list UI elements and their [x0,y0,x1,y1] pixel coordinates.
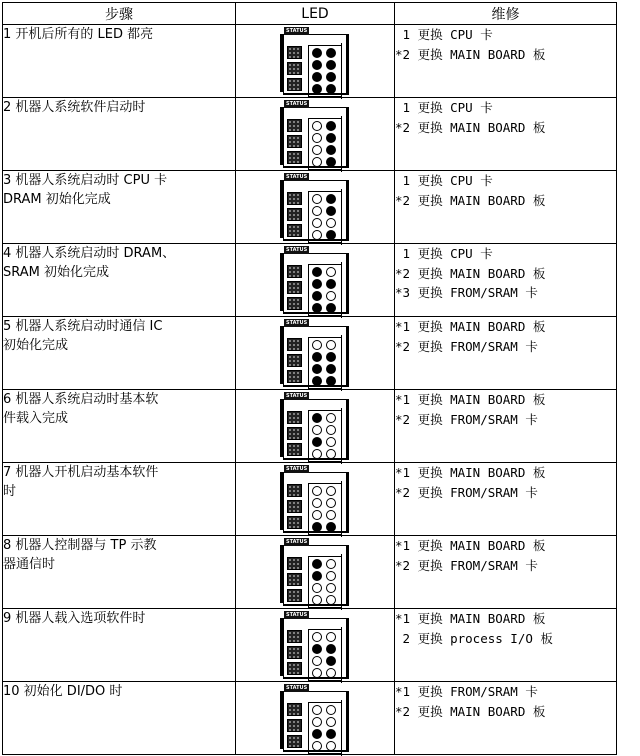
table-row [3,98,617,171]
panel-frame [283,618,349,679]
table-row [3,317,617,390]
led-on-icon [312,559,322,569]
step-cell [3,463,236,536]
seven-seg-blocks [287,630,303,678]
step-text: 8 机器人控制器与 TP 示教 器通信时 [3,538,157,572]
header-led: LED [236,3,395,25]
display-block [287,516,302,529]
led-off-icon [326,559,336,569]
status-label: STATUS [286,393,308,399]
led-off-icon [312,206,322,216]
status-label: STATUS [286,612,308,618]
display-block [287,557,302,570]
repair-action: *1 更换 MAIN BOARD 板 [395,319,546,334]
table-row [3,390,617,463]
status-label: STATUS [286,247,308,253]
status-label: STATUS [286,101,308,107]
panel-frame [283,253,349,314]
led-off-icon [326,595,336,605]
led-on-icon [326,60,336,70]
repair-action: *2 更换 MAIN BOARD 板 [395,265,546,281]
repair-cell [395,244,617,317]
panel-frame [283,472,349,533]
repair-action: *2 更换 FROM/SRAM 卡 [395,557,538,573]
repair-action: *2 更换 FROM/SRAM 卡 [395,338,538,354]
led-off-icon [312,449,322,459]
led-off-icon [312,656,322,666]
seven-seg-blocks [287,338,303,386]
panel-frame [283,180,349,241]
repair-action: *2 更换 MAIN BOARD 板 [395,119,546,135]
display-block [287,208,302,221]
led-on-icon [312,279,322,289]
table-row [3,463,617,536]
led-on-icon [326,279,336,289]
led-cell [236,609,395,682]
led-off-icon [326,583,336,593]
led-off-icon [326,291,336,301]
led-off-icon [312,340,322,350]
display-block [287,719,302,732]
display-block [287,630,302,643]
led-grid [308,556,342,608]
step-cell [3,682,236,755]
panel-frame [283,399,349,460]
display-block [287,500,302,513]
led-status-panel [280,246,350,312]
led-status-panel [280,319,350,385]
led-off-icon [326,668,336,678]
status-label: STATUS [286,466,308,472]
led-on-icon [326,364,336,374]
led-on-icon [326,656,336,666]
led-status-panel [280,392,350,458]
display-block [287,338,302,351]
repair-cell [395,536,617,609]
led-on-icon [312,84,322,94]
display-block [287,370,302,383]
display-block [287,46,302,59]
led-off-icon [312,218,322,228]
display-block [287,484,302,497]
display-block [287,281,302,294]
led-on-icon [312,352,322,362]
led-cell [236,244,395,317]
led-off-icon [326,413,336,423]
led-off-icon [326,705,336,715]
led-off-icon [326,449,336,459]
status-label: STATUS [286,320,308,326]
led-off-icon [326,267,336,277]
panel-frame [283,107,349,168]
led-cell [236,317,395,390]
step-text: 7 机器人开机启动基本软件 时 [3,465,159,499]
led-on-icon [312,291,322,301]
table-row [3,609,617,682]
status-label: STATUS [286,685,308,691]
led-on-icon [326,230,336,240]
panel-edge [341,43,346,99]
led-cell [236,463,395,536]
led-off-icon [312,595,322,605]
repair-action: *1 更换 MAIN BOARD 板 [395,465,546,480]
table-row [3,536,617,609]
header-step: 步骤 [3,3,236,25]
seven-seg-blocks [287,703,303,751]
led-on-icon [312,267,322,277]
led-off-icon [312,157,322,167]
led-cell [236,390,395,463]
led-cell [236,25,395,98]
led-on-icon [312,72,322,82]
status-label: STATUS [286,539,308,545]
repair-cell [395,463,617,536]
status-label: STATUS [286,28,308,34]
led-on-icon [312,571,322,581]
display-block [287,224,302,237]
led-on-icon [312,437,322,447]
display-block [287,427,302,440]
display-block [287,354,302,367]
led-off-icon [312,741,322,751]
step-text: 6 机器人系统启动时基本软 件载入完成 [3,392,159,426]
step-text: 9 机器人载入选项软件时 [3,611,146,626]
panel-frame [283,326,349,387]
led-grid [308,118,342,170]
led-on-icon [326,522,336,532]
led-on-icon [326,157,336,167]
led-off-icon [326,741,336,751]
repair-action: *2 更换 MAIN BOARD 板 [395,46,546,62]
led-off-icon [312,194,322,204]
led-status-panel [280,538,350,604]
step-text: 10 初始化 DI/DO 时 [3,684,123,699]
table-row [3,244,617,317]
led-cell [236,536,395,609]
led-on-icon [326,72,336,82]
led-on-icon [312,729,322,739]
header-repair: 维修 [395,3,617,25]
display-block [287,573,302,586]
step-text: 5 机器人系统启动时通信 IC 初始化完成 [3,319,163,353]
led-on-icon [312,376,322,386]
seven-seg-blocks [287,192,303,240]
led-off-icon [326,340,336,350]
led-grid [308,191,342,243]
display-block [287,62,302,75]
display-block [287,78,302,91]
step-cell [3,609,236,682]
led-on-icon [326,352,336,362]
step-text: 2 机器人系统软件启动时 [3,100,146,115]
table-row [3,25,617,98]
led-off-icon [312,668,322,678]
step-text: 3 机器人系统启动时 CPU 卡 DRAM 初始化完成 [3,173,168,207]
repair-action: *1 更换 MAIN BOARD 板 [395,392,546,407]
repair-cell [395,390,617,463]
display-block [287,735,302,748]
led-off-icon [326,218,336,228]
repair-cell [395,682,617,755]
status-label: STATUS [286,174,308,180]
panel-edge [341,554,346,610]
header-row [3,3,617,25]
display-block [287,443,302,456]
seven-seg-blocks [287,46,303,94]
led-off-icon [312,425,322,435]
display-block [287,662,302,675]
led-on-icon [326,121,336,131]
display-block [287,192,302,205]
repair-action: *2 更换 FROM/SRAM 卡 [395,411,538,427]
display-block [287,411,302,424]
display-block [287,589,302,602]
led-on-icon [326,48,336,58]
led-grid [308,45,342,97]
step-cell [3,98,236,171]
panel-edge [341,627,346,683]
table-row [3,682,617,755]
led-off-icon [312,230,322,240]
led-off-icon [326,498,336,508]
repair-action: *1 更换 MAIN BOARD 板 [395,538,546,553]
step-cell [3,244,236,317]
led-on-icon [326,194,336,204]
led-status-panel [280,465,350,531]
led-on-icon [312,60,322,70]
led-on-icon [326,206,336,216]
step-cell [3,171,236,244]
display-block [287,703,302,716]
panel-frame [283,545,349,606]
repair-cell [395,317,617,390]
led-cell [236,171,395,244]
repair-action: *2 更换 FROM/SRAM 卡 [395,484,538,500]
led-off-icon [312,121,322,131]
step-text: 4 机器人系统启动时 DRAM、 SRAM 初始化完成 [3,246,176,280]
led-off-icon [312,133,322,143]
led-cell [236,682,395,755]
seven-seg-blocks [287,557,303,605]
repair-action: *1 更换 FROM/SRAM 卡 [395,684,538,699]
led-off-icon [312,717,322,727]
panel-edge [341,700,346,756]
led-on-icon [326,133,336,143]
led-status-panel [280,100,350,166]
display-block [287,119,302,132]
panel-edge [341,335,346,391]
repair-action: 1 更换 CPU 卡 [395,246,493,261]
led-on-icon [326,84,336,94]
panel-frame [283,34,349,95]
seven-seg-blocks [287,411,303,459]
step-cell [3,25,236,98]
repair-action: *2 更换 MAIN BOARD 板 [395,192,546,208]
led-grid [308,702,342,754]
repair-action: *2 更换 MAIN BOARD 板 [395,703,546,719]
step-cell [3,390,236,463]
led-on-icon [326,644,336,654]
repair-action: 1 更换 CPU 卡 [395,100,493,115]
repair-cell [395,25,617,98]
led-on-icon [326,376,336,386]
led-on-icon [326,729,336,739]
led-off-icon [326,425,336,435]
led-off-icon [326,510,336,520]
led-status-panel [280,27,350,93]
table-row [3,171,617,244]
led-off-icon [312,705,322,715]
step-text: 1 开机后所有的 LED 都亮 [3,27,154,42]
led-grid [308,264,342,316]
led-on-icon [312,303,322,313]
led-cell [236,98,395,171]
led-grid [308,337,342,389]
display-block [287,265,302,278]
panel-edge [341,262,346,318]
led-off-icon [326,717,336,727]
led-grid [308,410,342,462]
seven-seg-blocks [287,119,303,167]
repair-action: 1 更换 CPU 卡 [395,173,493,188]
repair-cell [395,609,617,682]
repair-action: *1 更换 MAIN BOARD 板 [395,611,546,626]
step-cell [3,536,236,609]
led-grid [308,629,342,681]
led-off-icon [312,498,322,508]
led-off-icon [326,632,336,642]
led-on-icon [326,145,336,155]
led-off-icon [312,486,322,496]
led-status-panel [280,611,350,677]
step-cell [3,317,236,390]
led-off-icon [326,486,336,496]
repair-cell [395,98,617,171]
repair-action: 2 更换 process I/O 板 [395,630,553,646]
led-on-icon [326,303,336,313]
led-status-panel [280,684,350,750]
led-on-icon [312,364,322,374]
panel-frame [283,691,349,752]
panel-edge [341,408,346,464]
led-off-icon [312,510,322,520]
panel-edge [341,189,346,245]
seven-seg-blocks [287,265,303,313]
led-off-icon [326,571,336,581]
repair-action: *3 更换 FROM/SRAM 卡 [395,285,538,300]
led-off-icon [312,632,322,642]
panel-edge [341,481,346,537]
repair-action: 1 更换 CPU 卡 [395,27,493,42]
led-status-panel [280,173,350,239]
display-block [287,297,302,310]
panel-edge [341,116,346,172]
led-off-icon [312,145,322,155]
led-off-icon [326,437,336,447]
display-block [287,135,302,148]
repair-cell [395,171,617,244]
seven-seg-blocks [287,484,303,532]
led-grid [308,483,342,535]
display-block [287,646,302,659]
led-on-icon [312,644,322,654]
led-troubleshooting-table [2,2,617,755]
led-on-icon [312,413,322,423]
led-on-icon [312,522,322,532]
display-block [287,151,302,164]
led-off-icon [312,583,322,593]
led-on-icon [312,48,322,58]
